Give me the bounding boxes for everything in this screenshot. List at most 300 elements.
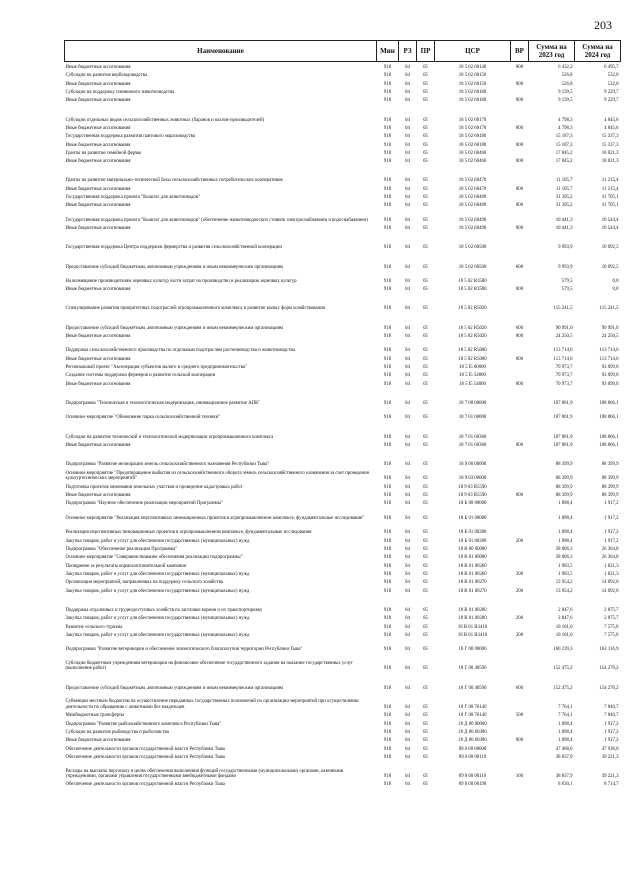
cell-pr: 05 bbox=[423, 150, 428, 156]
cell-vr: 600 bbox=[515, 325, 524, 331]
cell-vr bbox=[511, 362, 529, 370]
table-row bbox=[65, 561, 621, 569]
cell-rz: 04 bbox=[405, 530, 410, 536]
cell-name: Иные бюджетные ассигнования bbox=[65, 125, 131, 131]
cell-pr: 05 bbox=[423, 530, 428, 536]
cell-name: Иные бюджетные ассигнования bbox=[65, 98, 131, 104]
cell-sum-2024: 7 575,8 bbox=[604, 632, 619, 638]
cell-name: Основное мероприятие "Предотвращение выбытия из сельскохозяйственного оборота земель сельскохозяйственного назначения за счет проведения культуртехнических мероприятий" bbox=[65, 471, 369, 482]
table-row bbox=[65, 223, 621, 231]
cell-vr: 800 bbox=[515, 159, 524, 165]
cell-name: Основное мероприятие "Обновление парка сельскохозяйственной техники" bbox=[65, 415, 221, 421]
cell-vr: 800 bbox=[515, 64, 524, 70]
cell-rz: 04 bbox=[405, 325, 410, 331]
cell-sum-2024: 93 099,0 bbox=[601, 373, 619, 379]
cell-vr bbox=[511, 507, 529, 521]
table-row bbox=[65, 719, 621, 727]
cell-rz: 04 bbox=[405, 245, 410, 251]
cell-min: 918 bbox=[383, 373, 392, 379]
cell-sum-2024: 10 092,5 bbox=[601, 264, 619, 270]
cell-name: Иные бюджетные ассигнования bbox=[65, 493, 131, 499]
cell-sum-2024: 47 936,0 bbox=[601, 746, 619, 752]
cell-rz: 04 bbox=[405, 434, 410, 440]
cell-sum-2023: 1 898,4 bbox=[558, 538, 573, 544]
cell-min: 918 bbox=[383, 647, 392, 653]
cell-rz: 04 bbox=[405, 616, 410, 622]
table-row bbox=[65, 735, 621, 743]
cell-rz: 04 bbox=[405, 782, 410, 788]
cell-sum-2024: 7 840,7 bbox=[604, 713, 619, 719]
cell-min: 918 bbox=[383, 195, 392, 201]
cell-sum-2024: 90 991,0 bbox=[601, 325, 619, 331]
cell-min: 918 bbox=[383, 73, 392, 79]
cell-min: 918 bbox=[383, 415, 392, 421]
cell-csr: 18 В 01 00000 bbox=[458, 555, 487, 561]
cell-pr: 05 bbox=[423, 632, 428, 638]
cell-csr: 89 0 00 00110 bbox=[458, 754, 487, 760]
cell-pr: 05 bbox=[423, 607, 428, 613]
cell-pr: 05 bbox=[423, 484, 428, 490]
cell-pr: 05 bbox=[423, 64, 428, 70]
cell-sum-2023: 17 845,2 bbox=[555, 159, 573, 165]
cell-rz: 04 bbox=[405, 178, 410, 184]
cell-csr: 18 5 02 60460 bbox=[458, 159, 487, 165]
cell-vr bbox=[511, 638, 529, 652]
cell-rz: 04 bbox=[405, 89, 410, 95]
table-row bbox=[65, 613, 621, 621]
table-row bbox=[65, 201, 621, 209]
cell-csr: 18 5 02 R5020 bbox=[458, 334, 487, 339]
cell-sum-2024: 2 875,7 bbox=[604, 607, 619, 613]
cell-name: Подпрограмма "Развитие ветеринарии и обеспечение эпизоотического благополучия территории Республики Тыва" bbox=[65, 647, 303, 653]
cell-vr bbox=[511, 370, 529, 378]
table-row bbox=[65, 521, 621, 535]
cell-sum-2024: 532,0 bbox=[607, 81, 619, 87]
cell-sum-2024: 115 241,5 bbox=[599, 306, 619, 312]
cell-pr: 05 bbox=[423, 178, 428, 184]
cell-name: Подпрограмма "Обеспечение реализации Программы" bbox=[65, 546, 178, 552]
cell-min: 918 bbox=[383, 334, 392, 339]
cell-rz: 04 bbox=[405, 685, 410, 691]
cell-sum-2023: 579,5 bbox=[561, 278, 573, 284]
cell-pr: 05 bbox=[423, 546, 428, 552]
cell-sum-2024: 88 399,9 bbox=[601, 462, 619, 468]
cell-csr: 89 0 00 00000 bbox=[458, 746, 487, 752]
cell-vr: 800 bbox=[515, 203, 524, 209]
cell-name: Иные бюджетные ассигнования bbox=[65, 287, 131, 293]
cell-csr: 18 В 00 00000 bbox=[458, 546, 487, 552]
cell-name: Гранты на развитие семейной фермы bbox=[65, 150, 142, 156]
cell-pr: 05 bbox=[423, 306, 428, 312]
table-row bbox=[65, 727, 621, 735]
cell-sum-2024: 113 714,6 bbox=[599, 356, 619, 362]
cell-vr: 800 bbox=[515, 186, 524, 192]
table-body bbox=[65, 62, 621, 788]
cell-csr: 18 Г 00 40590 bbox=[458, 666, 487, 672]
cell-name: Государственная поддержка проекта "Кыштаг для животноводов" (обеспечение животноводческих стоянок электроснабжением и водоснабжением) bbox=[65, 217, 368, 223]
cell-rz: 04 bbox=[405, 538, 410, 544]
cell-rz: 04 bbox=[405, 571, 410, 577]
cell-vr bbox=[511, 232, 529, 251]
cell-vr bbox=[511, 744, 529, 752]
cell-sum-2024: 10 544,4 bbox=[601, 217, 619, 223]
cell-min: 918 bbox=[383, 616, 392, 622]
cell-csr: 18 5 02 60480 bbox=[458, 203, 487, 209]
table-row bbox=[65, 339, 621, 353]
cell-rz: 04 bbox=[405, 607, 410, 613]
cell-sum-2023: 113 714,6 bbox=[553, 348, 573, 354]
cell-rz: 04 bbox=[405, 134, 410, 140]
cell-pr: 05 bbox=[423, 117, 428, 123]
cell-sum-2023: 115 241,5 bbox=[553, 306, 573, 312]
cell-sum-2023: 70 973,7 bbox=[555, 381, 573, 387]
cell-csr: 18 5 02 R5020 bbox=[458, 325, 487, 331]
cell-vr bbox=[511, 339, 529, 353]
cell-pr: 05 bbox=[423, 754, 428, 760]
cell-rz: 04 bbox=[405, 203, 410, 209]
cell-csr: 18 5 02 60480 bbox=[458, 195, 487, 201]
cell-vr: 600 bbox=[515, 685, 524, 691]
cell-name: Поддержка сельскохозяйственного производства по отдельным подотраслям растениеводства и животноводства bbox=[65, 348, 295, 354]
table-row bbox=[65, 312, 621, 331]
cell-pr: 05 bbox=[423, 782, 428, 788]
header-sum-2023: Сумма на 2023 год bbox=[529, 41, 575, 62]
cell-min: 918 bbox=[383, 493, 392, 499]
table-header-row bbox=[65, 41, 621, 62]
cell-sum-2023: 10 441,3 bbox=[555, 217, 573, 223]
cell-min: 918 bbox=[383, 434, 392, 440]
cell-sum-2024: 113 714,6 bbox=[599, 348, 619, 354]
cell-sum-2023: 1 903,5 bbox=[558, 563, 573, 569]
cell-csr: 18 7 01 60360 bbox=[458, 434, 487, 440]
cell-name: Обеспечение деятельности органов государственной власти Республики Тыва bbox=[65, 754, 225, 760]
cell-sum-2024: 15 337,3 bbox=[601, 134, 619, 140]
cell-rz: 04 bbox=[405, 142, 410, 148]
cell-rz: 04 bbox=[405, 666, 410, 672]
cell-min: 918 bbox=[383, 713, 392, 719]
cell-sum-2023: 107 801,9 bbox=[553, 434, 573, 440]
cell-rz: 04 bbox=[405, 501, 410, 507]
cell-name: Развитие сельского туризма bbox=[65, 624, 123, 630]
cell-sum-2023: 10 101,0 bbox=[555, 632, 573, 638]
cell-sum-2023: 88 399,9 bbox=[555, 476, 573, 482]
cell-min: 918 bbox=[383, 721, 392, 727]
cell-min: 918 bbox=[383, 538, 392, 544]
cell-pr: 05 bbox=[423, 616, 428, 622]
cell-sum-2024: 108 866,1 bbox=[599, 400, 619, 406]
cell-sum-2023: 1 898,4 bbox=[558, 729, 573, 735]
cell-rz: 04 bbox=[405, 774, 410, 780]
cell-rz: 04 bbox=[405, 81, 410, 87]
table-row bbox=[65, 490, 621, 498]
cell-pr: 05 bbox=[423, 729, 428, 735]
cell-csr: 89 0 00 00110 bbox=[458, 774, 487, 780]
cell-name: Обеспечение деятельности органов государственной власти Республики Тыва bbox=[65, 746, 225, 752]
cell-vr bbox=[511, 70, 529, 78]
cell-name: Субсидии на развитие рыбоводства и рыболовства bbox=[65, 729, 169, 735]
cell-pr: 05 bbox=[423, 538, 428, 544]
cell-csr: 18 5 02 60500 bbox=[458, 264, 487, 270]
cell-pr: 05 bbox=[423, 666, 428, 672]
cell-vr: 800 bbox=[515, 738, 524, 744]
cell-vr bbox=[511, 594, 529, 613]
cell-rz: 04 bbox=[405, 381, 410, 387]
cell-sum-2024: 1 917,2 bbox=[604, 729, 619, 735]
cell-name: Иные бюджетные ассигнования bbox=[65, 64, 131, 70]
cell-pr: 05 bbox=[423, 142, 428, 148]
cell-name: Субсидии на развитие технической и технологической модернизации агропромышленного комплекса bbox=[65, 434, 274, 440]
cell-sum-2023: 17 845,2 bbox=[555, 150, 573, 156]
cell-min: 918 bbox=[383, 782, 392, 788]
cell-sum-2023: 38 837,9 bbox=[555, 774, 573, 780]
cell-name: Расходы на выплаты персоналу в целях обеспечения выполнения функций государственными (муниципальными) органами, казенными учреждениями, органами управления государственными внебюджетными фондами bbox=[65, 768, 344, 780]
cell-sum-2024: 14 092,0 bbox=[601, 580, 619, 586]
cell-vr bbox=[511, 87, 529, 95]
cell-sum-2023: 11 105,7 bbox=[555, 186, 573, 192]
cell-min: 918 bbox=[383, 159, 392, 165]
cell-min: 918 bbox=[383, 774, 392, 780]
cell-sum-2023: 1 898,4 bbox=[558, 515, 573, 521]
table-row bbox=[65, 95, 621, 103]
table-row bbox=[65, 123, 621, 131]
cell-vr bbox=[511, 561, 529, 569]
cell-csr: 18 В 01 00280 bbox=[458, 607, 487, 613]
cell-csr: 18 5 02 R5020 bbox=[458, 306, 487, 312]
cell-min: 918 bbox=[383, 607, 392, 613]
cell-sum-2023: 31 395,2 bbox=[555, 203, 573, 209]
cell-csr: 18 5 02 60490 bbox=[458, 217, 487, 223]
cell-name: Предоставление субсидий бюджетным, автономным учреждениям и иным некоммерческим организациям bbox=[65, 264, 283, 270]
cell-min: 918 bbox=[383, 381, 392, 387]
cell-csr: 18 В 01 R3410 bbox=[457, 632, 488, 638]
cell-vr: 800 bbox=[515, 381, 524, 387]
table-row bbox=[65, 536, 621, 544]
cell-min: 918 bbox=[383, 754, 392, 760]
cell-sum-2024: 31 705,1 bbox=[601, 195, 619, 201]
header-sum-2024: Сумма на 2024 год bbox=[575, 41, 621, 62]
cell-pr: 05 bbox=[423, 334, 428, 339]
cell-sum-2023: 88 399,9 bbox=[555, 484, 573, 490]
cell-min: 918 bbox=[383, 365, 392, 371]
cell-vr: 800 bbox=[515, 125, 524, 131]
cell-csr: 18 5 02 60500 bbox=[458, 245, 487, 251]
cell-pr: 05 bbox=[423, 571, 428, 577]
cell-name: Подпрограмма "Развитие рыбохозяйственного комплекса Республики Тыва" bbox=[65, 721, 222, 727]
cell-sum-2024: 18 021,3 bbox=[601, 150, 619, 156]
cell-pr: 05 bbox=[423, 125, 428, 131]
cell-min: 918 bbox=[383, 264, 392, 270]
cell-csr: 18 Г 00 76140 bbox=[458, 713, 487, 719]
cell-sum-2024: 1 917,2 bbox=[604, 501, 619, 507]
cell-min: 918 bbox=[383, 226, 392, 232]
cell-vr bbox=[511, 727, 529, 735]
cell-rz: 04 bbox=[405, 704, 410, 710]
cell-name: Иные бюджетные ассигнования bbox=[65, 381, 131, 387]
cell-min: 918 bbox=[383, 476, 392, 482]
table-row bbox=[65, 379, 621, 387]
cell-min: 918 bbox=[383, 685, 392, 691]
cell-pr: 05 bbox=[423, 203, 428, 209]
cell-sum-2024: 9 229,7 bbox=[604, 98, 619, 104]
table-row bbox=[65, 569, 621, 577]
table-row bbox=[65, 622, 621, 630]
cell-vr bbox=[511, 691, 529, 710]
table-row bbox=[65, 70, 621, 78]
cell-rz: 04 bbox=[405, 287, 410, 293]
cell-csr: 18 7 01 00000 bbox=[458, 415, 487, 421]
cell-csr: 18 Г 00 76140 bbox=[458, 704, 487, 710]
table-row bbox=[65, 448, 621, 467]
cell-sum-2024: 18 021,3 bbox=[601, 159, 619, 165]
cell-rz: 04 bbox=[405, 125, 410, 131]
cell-csr: 18 Д 00 60380 bbox=[458, 738, 487, 744]
cell-min: 918 bbox=[383, 64, 392, 70]
cell-vr: 800 bbox=[515, 142, 524, 148]
cell-pr: 05 bbox=[423, 81, 428, 87]
cell-rz: 04 bbox=[405, 186, 410, 192]
cell-name: Основное мероприятие "Реализация перспективных инновационных проектов в агропромышленном комплексе, фундаментальные исследования" bbox=[65, 515, 365, 521]
cell-min: 918 bbox=[383, 555, 392, 561]
table-row bbox=[65, 440, 621, 448]
cell-sum-2023: 9 139,5 bbox=[558, 98, 573, 104]
cell-min: 918 bbox=[383, 729, 392, 735]
cell-rz: 04 bbox=[405, 348, 410, 354]
cell-pr: 05 bbox=[423, 434, 428, 440]
cell-vr bbox=[511, 131, 529, 139]
cell-name: Подпрограмма "Техническая и технологическая модернизация, инновационное развитие АПК" bbox=[65, 400, 261, 406]
cell-pr: 05 bbox=[423, 245, 428, 251]
cell-pr: 05 bbox=[423, 774, 428, 780]
cell-sum-2023: 90 991,0 bbox=[555, 325, 573, 331]
cell-vr bbox=[511, 499, 529, 507]
cell-sum-2023: 15 187,3 bbox=[555, 134, 573, 140]
cell-rz: 04 bbox=[405, 64, 410, 70]
cell-sum-2024: 154 276,2 bbox=[599, 666, 619, 672]
cell-rz: 04 bbox=[405, 563, 410, 569]
cell-sum-2024: 39 221,3 bbox=[601, 774, 619, 780]
cell-rz: 04 bbox=[405, 264, 410, 270]
cell-min: 918 bbox=[383, 515, 392, 521]
cell-sum-2023: 7 764,1 bbox=[558, 704, 573, 710]
cell-sum-2024: 1 821,3 bbox=[604, 563, 619, 569]
cell-sum-2024: 88 399,9 bbox=[601, 476, 619, 482]
cell-name: Иные бюджетные ассигнования bbox=[65, 203, 131, 209]
cell-name: Государственная поддержка проекта "Кыштаг для животноводов" bbox=[65, 195, 201, 201]
cell-pr: 05 bbox=[423, 462, 428, 468]
table-row bbox=[65, 62, 621, 71]
cell-rz: 04 bbox=[405, 515, 410, 521]
cell-csr: 18 В 01 00270 bbox=[458, 588, 487, 594]
cell-pr: 05 bbox=[423, 647, 428, 653]
cell-min: 918 bbox=[383, 580, 392, 586]
cell-min: 918 bbox=[383, 150, 392, 156]
table-row bbox=[65, 482, 621, 490]
cell-vr bbox=[511, 521, 529, 535]
cell-csr: 18 5 I5 54800 bbox=[459, 381, 486, 387]
cell-pr: 05 bbox=[423, 226, 428, 232]
cell-vr bbox=[511, 653, 529, 672]
cell-csr: 18 Б 01 00000 bbox=[458, 515, 487, 521]
table-row bbox=[65, 232, 621, 251]
cell-name: Субсидии отдельных видов сельскохозяйственных животных (баранов и козлов-производителей) bbox=[65, 117, 265, 123]
cell-pr: 05 bbox=[423, 186, 428, 192]
cell-csr: 18 7 01 60360 bbox=[458, 442, 487, 448]
cell-min: 918 bbox=[383, 546, 392, 552]
cell-min: 918 bbox=[383, 125, 392, 131]
cell-name: Субсидии на поддержку племенного животноводства bbox=[65, 89, 175, 95]
cell-csr: 18 9 03 R5590 bbox=[458, 484, 487, 490]
cell-rz: 04 bbox=[405, 555, 410, 561]
cell-sum-2023: 10 101,0 bbox=[555, 624, 573, 630]
cell-name: Закупка товаров, работ и услуг для обеспечения государственных (муниципальных) нужд bbox=[65, 538, 250, 544]
header-rz: РЗ bbox=[399, 41, 417, 62]
cell-sum-2024: 14 092,0 bbox=[601, 588, 619, 594]
cell-name: Предоставление субсидий бюджетным, автономным учреждениям и иным некоммерческим организациям bbox=[65, 325, 283, 331]
cell-csr: 18 5 I5 54800 bbox=[459, 373, 486, 379]
cell-vr: 200 bbox=[515, 616, 524, 622]
cell-rz: 04 bbox=[405, 73, 410, 79]
cell-vr bbox=[511, 552, 529, 560]
cell-csr: 18 Б 01 00280 bbox=[458, 530, 487, 536]
cell-rz: 04 bbox=[405, 624, 410, 630]
table-row bbox=[65, 586, 621, 594]
cell-sum-2024: 4 845,6 bbox=[604, 117, 619, 123]
cell-pr: 05 bbox=[423, 400, 428, 406]
cell-sum-2023: 38 837,9 bbox=[555, 754, 573, 760]
cell-min: 918 bbox=[383, 746, 392, 752]
header-name: Наименование bbox=[65, 41, 377, 62]
cell-vr: 800 bbox=[515, 287, 524, 293]
cell-rz: 04 bbox=[405, 306, 410, 312]
cell-sum-2024: 11 215,4 bbox=[601, 186, 619, 192]
cell-name: Подпрограмма "Научное обеспечение реализации мероприятий Программы" bbox=[65, 501, 223, 507]
cell-sum-2023: 1 903,5 bbox=[558, 571, 573, 577]
cell-rz: 04 bbox=[405, 588, 410, 594]
cell-csr: 18 9 00 00000 bbox=[458, 462, 487, 468]
cell-csr: 18 7 00 00000 bbox=[458, 400, 487, 406]
cell-rz: 04 bbox=[405, 647, 410, 653]
cell-vr: 800 bbox=[515, 442, 524, 448]
cell-rz: 04 bbox=[405, 150, 410, 156]
table-row bbox=[65, 672, 621, 691]
cell-pr: 05 bbox=[423, 373, 428, 379]
table-row bbox=[65, 284, 621, 292]
cell-pr: 05 bbox=[423, 348, 428, 354]
cell-sum-2023: 1 898,4 bbox=[558, 501, 573, 507]
page-number: 203 bbox=[594, 18, 612, 32]
cell-name: Субсидии на развитие верблюдоводства bbox=[65, 73, 148, 79]
table-row bbox=[65, 293, 621, 312]
cell-sum-2024: 93 099,0 bbox=[601, 381, 619, 387]
table-row bbox=[65, 209, 621, 223]
cell-name: Закупка товаров, работ и услуг для обеспечения государственных (муниципальных) нужд bbox=[65, 588, 250, 594]
cell-vr bbox=[511, 293, 529, 312]
cell-pr: 05 bbox=[423, 624, 428, 630]
cell-min: 918 bbox=[383, 325, 392, 331]
cell-min: 918 bbox=[383, 738, 392, 744]
cell-name: Государственная поддержка Центра поддержки фермерства и развития сельскохозяйственной кооперации bbox=[65, 245, 282, 251]
cell-name: Иные бюджетные ассигнования bbox=[65, 81, 131, 87]
cell-name: Иные бюджетные ассигнования bbox=[65, 442, 131, 448]
cell-rz: 04 bbox=[405, 632, 410, 638]
cell-csr: 18 5 02 R5080 bbox=[458, 356, 487, 362]
cell-vr: 800 bbox=[515, 356, 524, 362]
cell-vr bbox=[511, 406, 529, 420]
cell-rz: 04 bbox=[405, 713, 410, 719]
cell-sum-2024: 8 714,7 bbox=[604, 782, 619, 788]
cell-min: 918 bbox=[383, 442, 392, 448]
cell-csr: 18 5 I5 00000 bbox=[459, 365, 486, 371]
